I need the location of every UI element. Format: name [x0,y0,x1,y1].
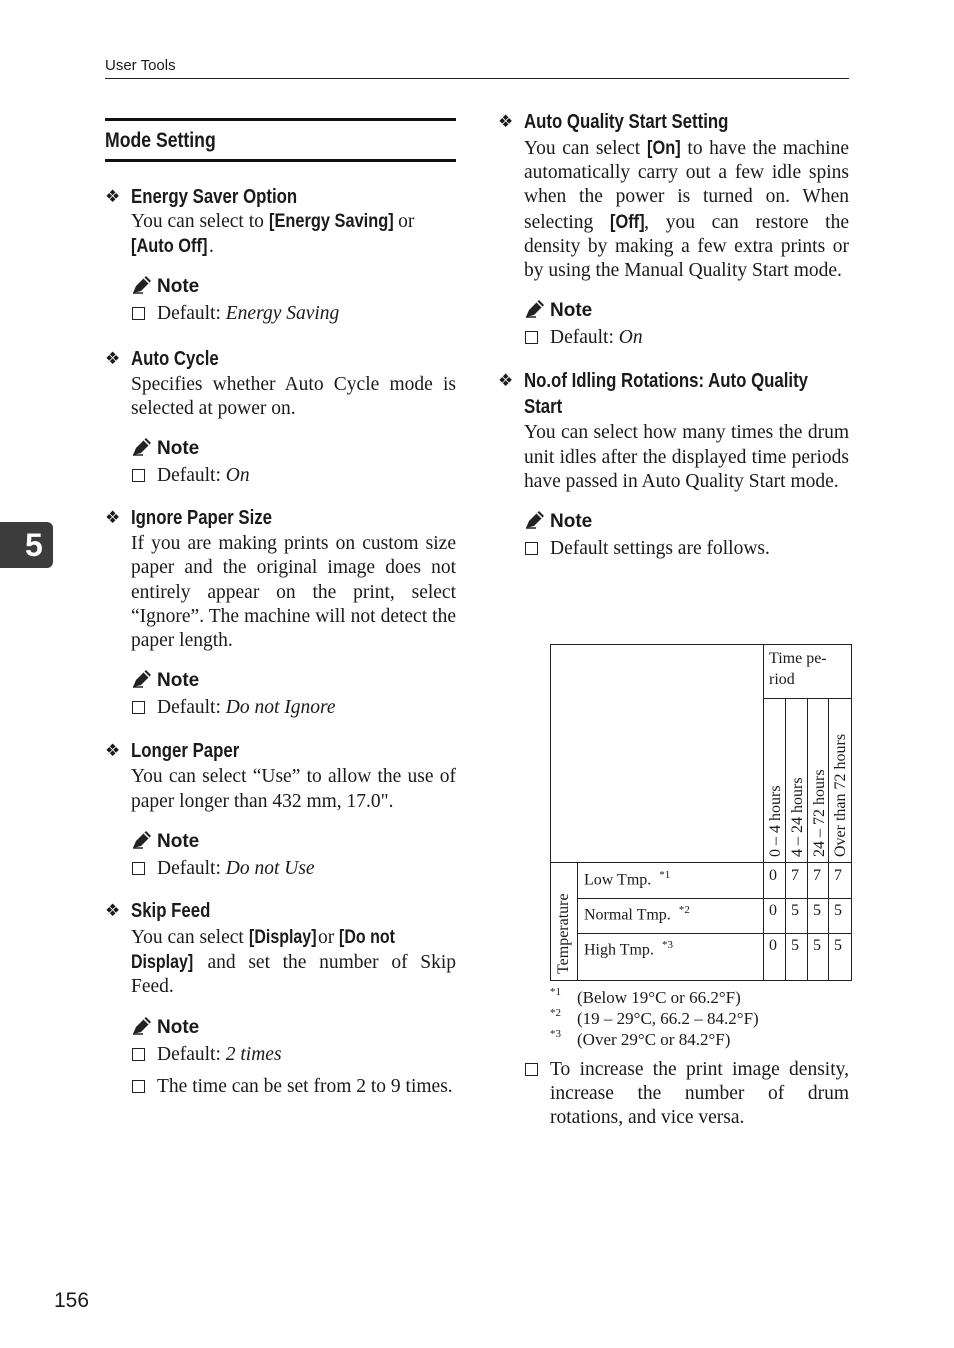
table-cell: 5 [791,937,799,954]
chapter-tab: 5 [0,522,53,568]
note-heading: Note [105,275,456,299]
idling-rotations-title: ❖ No.of Idling Rotations: Auto Quality [498,370,809,393]
note-heading: Note [498,299,849,323]
note-item: Default: On [498,326,849,350]
table-cell: 5 [834,902,842,919]
footnote-mark: *2 [550,1007,561,1019]
auto-cycle-section [105,347,456,489]
pencil-icon [524,299,546,319]
note-item: The time can be set from 2 to 9 times. [105,1075,456,1099]
footnote-text: (Over 29°C or 84.2°F) [577,1030,731,1049]
note-item: Default: Energy Saving [105,302,456,326]
footnote-text: (19 – 29°C, 66.2 – 84.2°F) [577,1009,759,1028]
final-note [498,1055,849,1131]
checkbox-bullet-icon [525,542,538,555]
longer-paper-title: ❖ Longer Paper [105,740,240,763]
auto-cycle-title: ❖ Auto Cycle [105,347,219,370]
skip-feed-body: You can select [Display] or [Do not Display] and set the number of Skip Feed. [131,926,456,998]
footnote-mark: *3 [550,1028,561,1040]
energy-saver-section [105,185,456,327]
checkbox-bullet-icon [132,862,145,875]
longer-paper-section [105,739,456,881]
table-cell: 7 [791,867,799,884]
pencil-icon [524,510,546,530]
checkbox-bullet-icon [132,1048,145,1061]
checkbox-bullet-icon [525,1063,538,1076]
checkbox-bullet-icon [132,469,145,482]
pencil-icon [131,437,153,457]
right-column [498,110,849,561]
diamond-bullet-icon: ❖ [498,371,514,391]
note-heading: Note [105,1016,456,1040]
diamond-bullet-icon: ❖ [105,901,121,921]
auto-quality-start-title: ❖ Auto Quality Start Setting [498,111,729,133]
table-row-label: Low Tmp. $^{*1}$ [584,869,671,889]
page-number: 156 [54,1289,90,1312]
table-row-label: Normal Tmp. $^{*2}$ [584,904,690,924]
diamond-bullet-icon: ❖ [105,508,121,528]
pencil-icon [131,669,153,689]
energy-saver-title: ❖ Energy Saver Option [105,186,298,208]
mode-setting-heading [105,118,456,162]
note-item: Default settings are follows. [498,537,849,561]
idling-rotations-section [498,369,849,561]
row-group-header: Temperature [555,893,572,974]
pencil-icon [131,830,153,850]
column-header: 0 – 4 hours [767,785,784,857]
diamond-bullet-icon: ❖ [105,187,121,206]
pencil-icon [131,1016,153,1036]
note-heading: Note [105,437,456,461]
footnote-mark: *1 [550,986,561,998]
table-cell: 5 [791,902,799,919]
checkbox-bullet-icon [132,701,145,714]
checkbox-bullet-icon [525,331,538,344]
checkbox-bullet-icon [132,1080,145,1093]
table-cell: 5 [834,937,842,954]
checkbox-bullet-icon [132,307,145,320]
note-item: To increase the print image density, increase the number of drum rotations, and vice versa. [498,1058,849,1131]
running-head: User Tools [105,57,176,74]
auto-quality-start-body: You can select [On] to have the machine automatically carry out a few idle spins when the power is turned on. When selecting [Off], you can restore the density by making a few extra prints or by using the Manual Quality Start mode. [524,137,850,282]
time-period-header: Time pe- riod [769,650,827,688]
pencil-icon [131,275,153,295]
auto-cycle-body: Specifies whether Auto Cycle mode is selected at power on. [131,373,456,419]
ignore-paper-title: ❖ Ignore Paper Size [105,507,272,530]
table-cell: 0 [769,867,777,884]
table-cell: 0 [769,902,777,919]
table-cell: 7 [834,867,842,884]
note-heading: Note [105,830,456,854]
diamond-bullet-icon: ❖ [105,348,121,368]
idling-settings-table [550,644,852,981]
table-row-label: High Tmp. $^{*3}$ [584,939,673,959]
header-rule [105,78,849,79]
note-item: Default: 2 times [105,1043,456,1067]
idling-rotations-title-cont: Start [524,396,563,419]
table-cell: 7 [813,867,821,884]
skip-feed-title: ❖ Skip Feed [105,900,211,923]
energy-saver-body: You can select to [Energy Saving] or [Auto Off]. [131,210,415,258]
note-heading: Note [498,510,849,534]
table-cell: 0 [769,937,777,954]
left-column [105,118,456,1099]
ignore-paper-section [105,506,456,720]
auto-quality-start-section [498,110,849,350]
longer-paper-body: You can select “Use” to allow the use of paper longer than 432 mm, 17.0". [131,766,456,812]
note-item: Default: On [105,464,456,488]
diamond-bullet-icon: ❖ [498,112,514,131]
column-header: Over than 72 hours [832,733,849,857]
note-item: Default: Do not Ignore [105,696,456,720]
ignore-paper-body: If you are making prints on custom size paper and the original image does not entirely appear on the print, select “Ignore”. The machine will not detect the paper length. [131,533,456,652]
column-header: 4 – 24 hours [789,777,806,857]
table-cell: 5 [813,902,821,919]
column-header: 24 – 72 hours [811,769,828,857]
mode-setting-title: Mode Setting [105,129,216,152]
skip-feed-section [105,899,456,1099]
diamond-bullet-icon: ❖ [105,741,121,761]
table-cell: 5 [813,937,821,954]
note-heading: Note [105,669,456,693]
idling-rotations-body: You can select how many times the drum unit idles after the displayed time periods have passed in Auto Quality Start mode. [524,422,849,492]
footnote-text: (Below 19°C or 66.2°F) [577,988,741,1007]
note-item: Default: Do not Use [105,857,456,881]
